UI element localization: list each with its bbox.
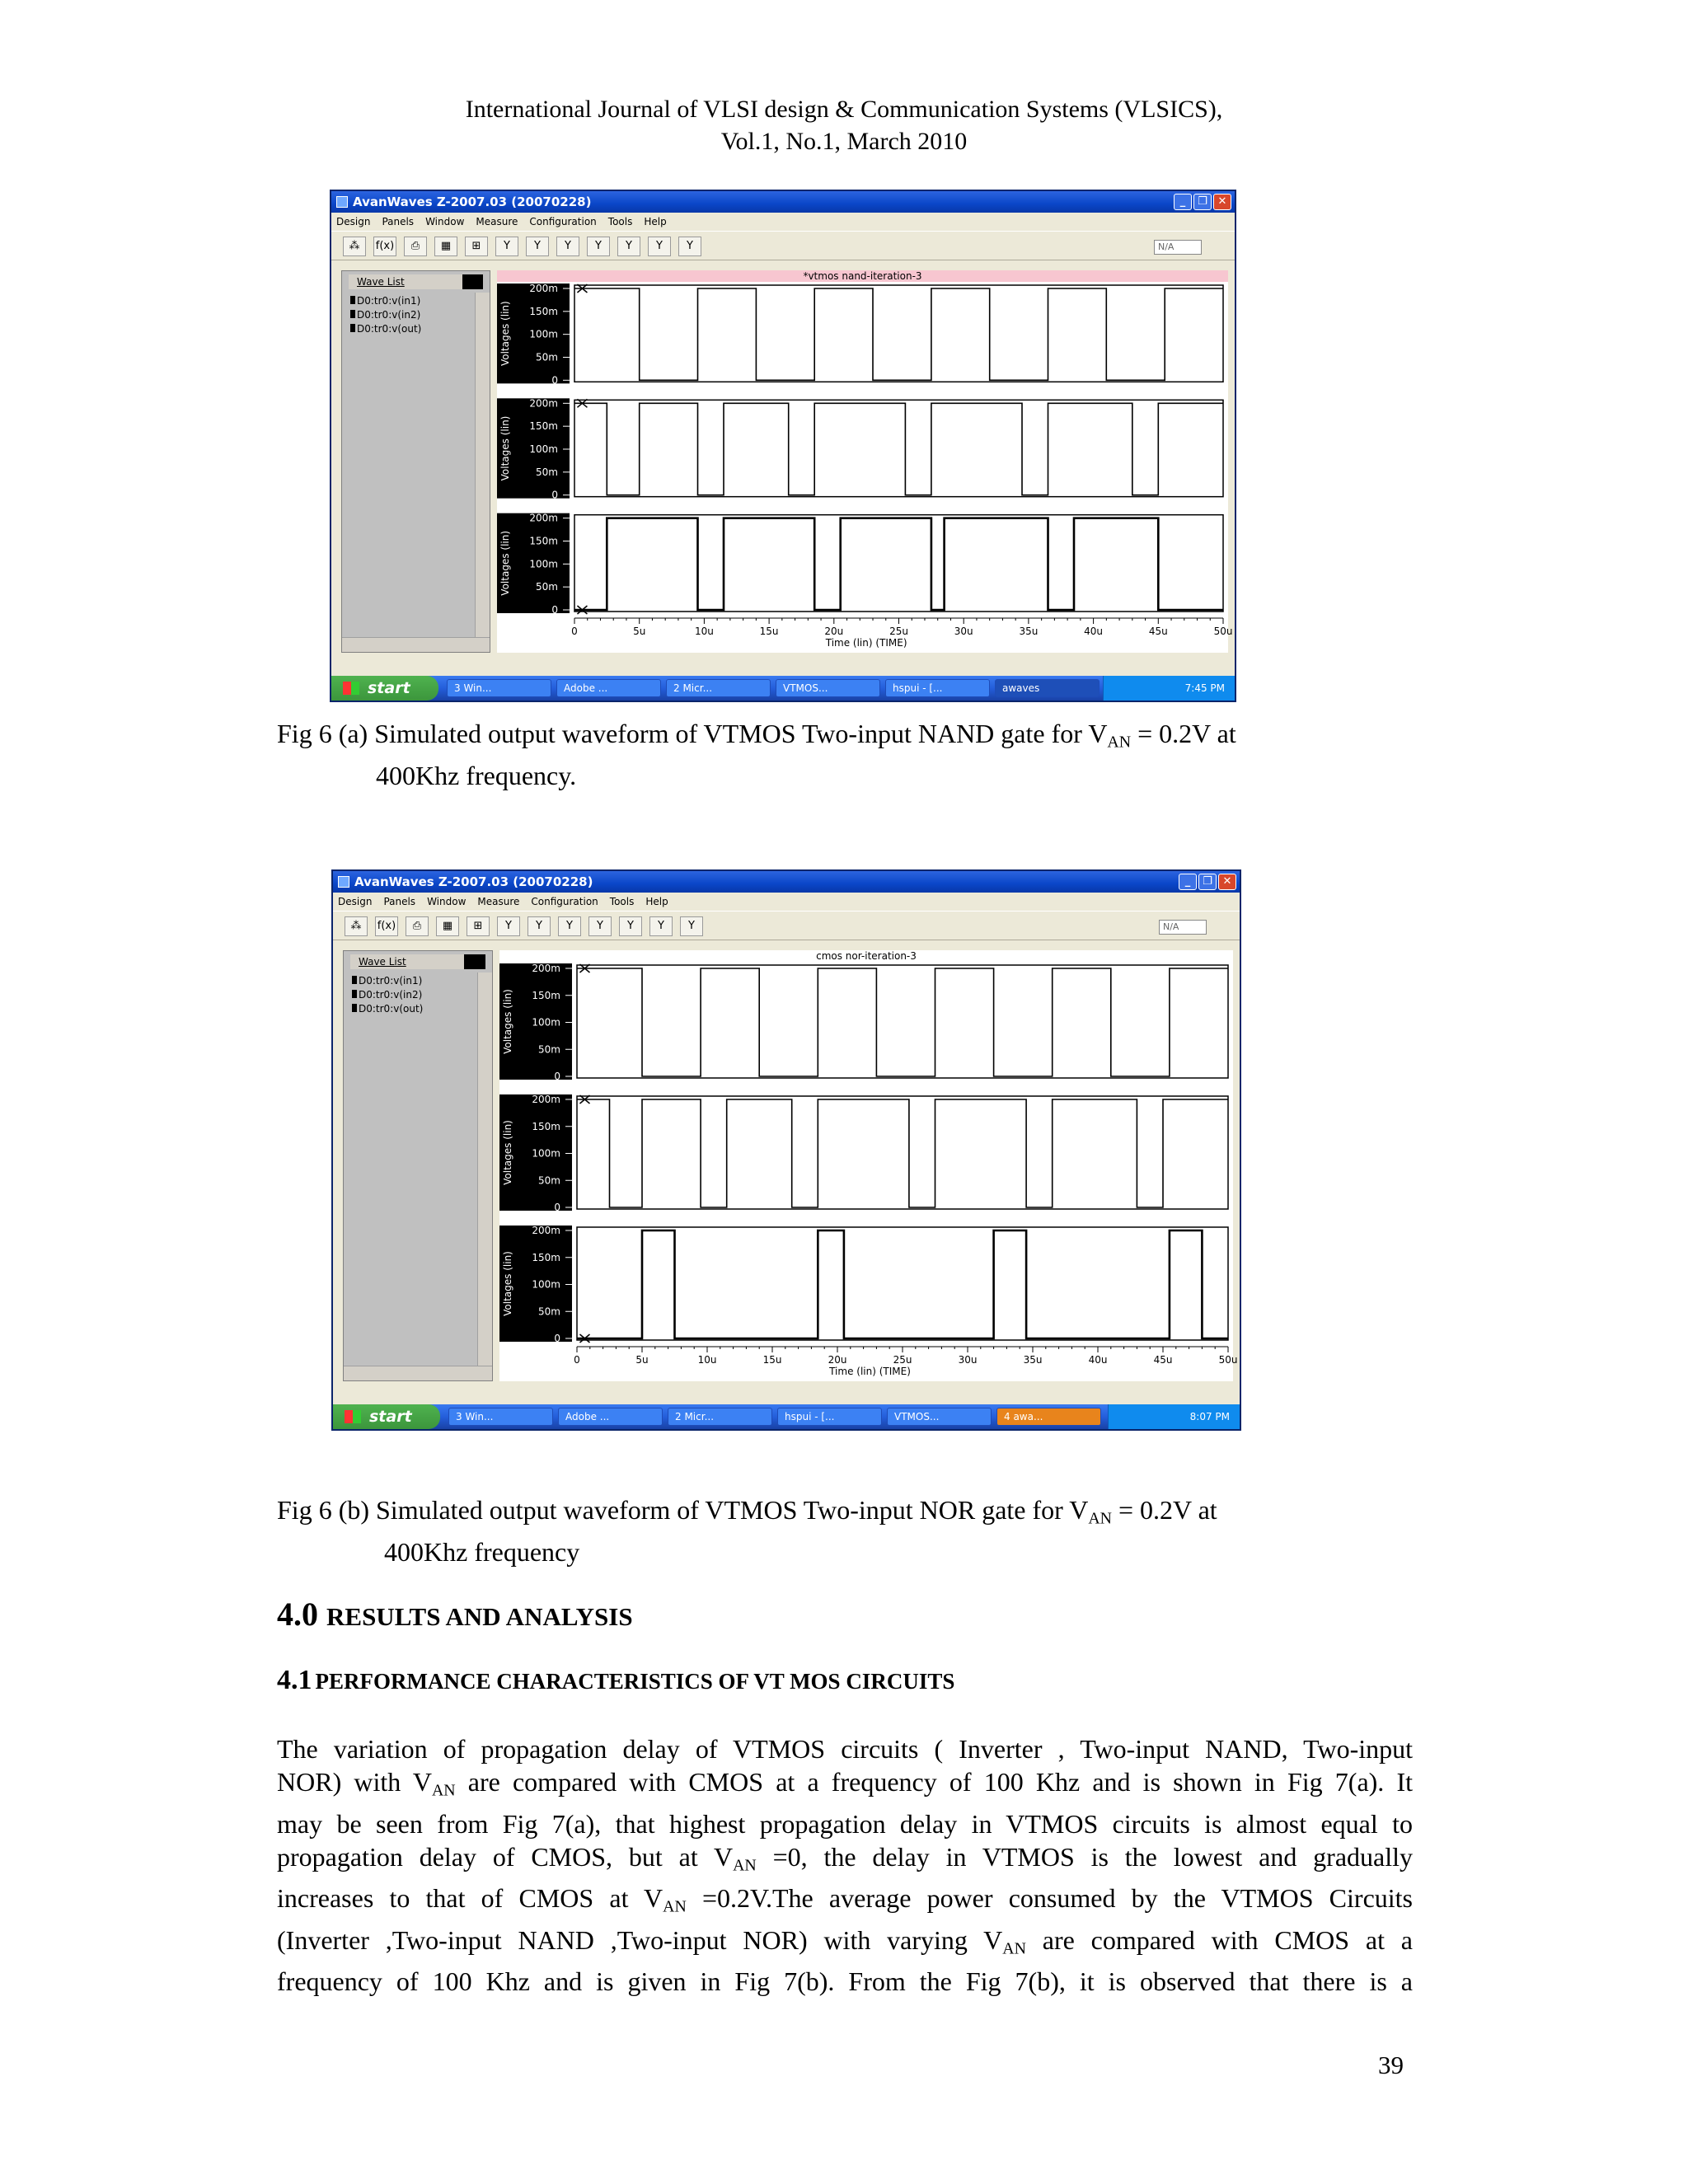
- app-icon: [338, 876, 349, 888]
- y-tick-label: 150m: [529, 535, 558, 547]
- app-icon: [336, 196, 348, 208]
- function-icon[interactable]: f(x): [373, 237, 396, 256]
- measure-icon-5[interactable]: Y: [617, 237, 640, 256]
- wave-list-panel: [343, 950, 493, 1381]
- panel-icon[interactable]: ▦: [436, 916, 459, 936]
- x-axis-label: Time (lin) (TIME): [829, 1366, 911, 1377]
- wave-list-vscroll[interactable]: [477, 972, 492, 1366]
- wave-list-panel: [341, 270, 490, 653]
- subsection-heading: 4.1 PERFORMANCE CHARACTERISTICS OF VT MOS CIRCUITS: [277, 1665, 955, 1695]
- menu-window[interactable]: Window: [427, 896, 467, 907]
- wave-panel-frame: [574, 400, 1223, 496]
- y-tick-label: 100m: [529, 558, 558, 570]
- y-tick-label: 50m: [538, 1305, 560, 1318]
- paragraph-line: propagation delay of CMOS, but at $V_{AN} =0$, the delay in VTMOS is the lowest and gradually: [277, 1841, 1414, 1875]
- measure-icon-6[interactable]: Y: [648, 237, 671, 256]
- x-tick-label: 30u: [954, 626, 973, 637]
- y-axis-label: Voltages (lin): [499, 530, 511, 596]
- wave-list-item[interactable]: D0:tr0:v(out): [350, 322, 421, 336]
- wave-list-hscroll[interactable]: [342, 637, 490, 652]
- wave-panel-3: [497, 513, 1223, 616]
- x-tick-label: 25u: [889, 626, 908, 637]
- waveform-plot-area: [497, 270, 1233, 653]
- panel-add-icon[interactable]: ⊞: [465, 237, 488, 256]
- y-tick-label: 150m: [532, 989, 560, 1001]
- wave-list-item[interactable]: D0:tr0:v(in2): [352, 988, 423, 1002]
- x-tick-label: 50u: [1218, 1354, 1238, 1366]
- close-button[interactable]: ✕: [1213, 194, 1231, 210]
- taskbar-item[interactable]: VTMOS...: [887, 1408, 992, 1426]
- wave-list-header: [349, 274, 483, 289]
- taskbar-item[interactable]: 3 Win...: [448, 1408, 553, 1426]
- x-tick-label: 25u: [893, 1354, 912, 1366]
- menu-tools[interactable]: Tools: [607, 216, 633, 227]
- menu-design[interactable]: Design: [338, 896, 373, 907]
- taskbar-item[interactable]: 2 Micr...: [666, 679, 771, 697]
- x-tick-label: 40u: [1084, 626, 1104, 637]
- paragraph-line: frequency of 100 Khz and is given in Fig 7(b). From the Fig 7(b), it is observed that there is a: [277, 1966, 1413, 1997]
- x-axis-label: Time (lin) (TIME): [825, 637, 907, 649]
- x-tick-label: 20u: [824, 626, 844, 637]
- taskbar-item[interactable]: hspui - [...: [777, 1408, 882, 1426]
- y-tick-label: 200m: [532, 1094, 560, 1105]
- taskbar-clock: 7:45 PM: [1103, 676, 1235, 701]
- y-tick-label: 50m: [536, 466, 558, 478]
- restore-button[interactable]: ❐: [1193, 194, 1212, 210]
- window-title: AvanWaves Z-2007.03 (20070228): [353, 194, 592, 209]
- status-strip: [333, 1381, 1240, 1404]
- menu-window[interactable]: Window: [425, 216, 465, 227]
- y-tick-label: 0: [551, 374, 558, 387]
- window-controls: [1179, 874, 1236, 890]
- measure-icon-3[interactable]: Y: [556, 237, 579, 256]
- waveform-chart: [497, 270, 1233, 653]
- start-button[interactable]: start: [331, 676, 438, 701]
- y-tick-label: 0: [554, 1071, 560, 1082]
- x-tick-label: 45u: [1153, 1354, 1173, 1366]
- y-tick-label: 100m: [532, 1016, 560, 1029]
- wave-list-items: [352, 974, 423, 1016]
- taskbar-item[interactable]: 4 awa...: [996, 1408, 1101, 1426]
- y-tick-label: 100m: [532, 1278, 560, 1291]
- wave-panel-frame: [574, 515, 1223, 612]
- avanwaves-window-nand: [330, 190, 1236, 702]
- menu-design[interactable]: Design: [336, 216, 371, 227]
- x-tick-label: 5u: [633, 626, 646, 637]
- measure-icon-6[interactable]: Y: [649, 916, 673, 936]
- y-tick-label: 200m: [529, 283, 558, 294]
- y-tick-label: 200m: [529, 397, 558, 410]
- print-icon[interactable]: ⎙: [406, 916, 429, 936]
- wave-panel-1: [497, 283, 1223, 386]
- y-tick-label: 100m: [532, 1147, 560, 1160]
- wave-list-item[interactable]: D0:tr0:v(in2): [350, 308, 421, 322]
- minimize-button[interactable]: _: [1174, 194, 1192, 210]
- x-tick-label: 0: [571, 626, 578, 637]
- menu-help[interactable]: Help: [644, 216, 667, 227]
- y-tick-label: 150m: [529, 305, 558, 317]
- paragraph-line: increases to that of CMOS at $V_{AN} =0.2V.The$ average power consumed by the VTMOS Circuits: [277, 1883, 1413, 1916]
- menu-bar: [333, 893, 1240, 911]
- y-tick-label: 0: [551, 604, 558, 616]
- toolbar: [331, 231, 1235, 260]
- page-number: 39: [1378, 2050, 1404, 2079]
- journal-header-line1: International Journal of VLSI design & Communication Systems (VLSICS),: [465, 96, 1223, 123]
- taskbar-item[interactable]: Adobe ...: [558, 1408, 663, 1426]
- waveform-plot-area: [499, 950, 1238, 1381]
- taskbar-clock: 8:07 PM: [1108, 1404, 1240, 1429]
- x-tick-label: 15u: [762, 1354, 782, 1366]
- wave-list-item[interactable]: D0:tr0:v(out): [352, 1002, 423, 1016]
- restore-button[interactable]: ❐: [1198, 874, 1217, 890]
- menu-help[interactable]: Help: [645, 896, 668, 907]
- wave-panel-frame: [574, 285, 1223, 382]
- menu-bar: [331, 213, 1235, 231]
- x-tick-label: 40u: [1088, 1354, 1108, 1366]
- menu-configuration[interactable]: Configuration: [529, 216, 597, 227]
- measure-icon-7[interactable]: Y: [678, 237, 701, 256]
- wave-panel-2: [499, 1094, 1228, 1213]
- plot-title: *vtmos nand-iteration-3: [497, 270, 1228, 282]
- toolbar: [333, 911, 1240, 940]
- wave-list-header: [350, 954, 485, 969]
- x-axis: [574, 1347, 1237, 1377]
- x-tick-label: 30u: [958, 1354, 978, 1366]
- menu-measure[interactable]: Measure: [476, 216, 518, 227]
- wave-list-item[interactable]: D0:tr0:v(in1): [350, 294, 421, 308]
- y-axis-label: Voltages (lin): [499, 415, 511, 481]
- y-tick-label: 0: [554, 1202, 560, 1213]
- wave-list-hscroll[interactable]: [344, 1366, 492, 1380]
- y-tick-label: 200m: [532, 963, 560, 974]
- y-tick-label: 100m: [529, 328, 558, 340]
- measure-icon-7[interactable]: Y: [680, 916, 703, 936]
- taskbar-item[interactable]: awaves: [995, 679, 1100, 697]
- wave-panel-frame: [577, 965, 1228, 1078]
- y-tick-label: 150m: [529, 420, 558, 433]
- wave-panel-frame: [577, 1096, 1228, 1209]
- y-tick-label: 150m: [532, 1251, 560, 1263]
- y-tick-label: 200m: [529, 512, 558, 524]
- y-tick-label: 0: [554, 1333, 560, 1344]
- paragraph-line: The variation of propagation delay of VTMOS circuits ( Inverter , Two-input NAND, Two-input: [277, 1734, 1413, 1764]
- y-axis-label: Voltages (lin): [502, 1120, 513, 1185]
- measure-icon-2[interactable]: Y: [528, 916, 551, 936]
- waveform-chart: [499, 950, 1238, 1381]
- menu-measure[interactable]: Measure: [477, 896, 520, 907]
- measure-icon-1[interactable]: Y: [495, 237, 518, 256]
- window-title: AvanWaves Z-2007.03 (20070228): [354, 874, 593, 889]
- x-tick-label: 35u: [1019, 626, 1039, 637]
- y-tick-label: 200m: [532, 1225, 560, 1236]
- menu-tools[interactable]: Tools: [609, 896, 635, 907]
- paragraph-line: may be seen from Fig 7(a), that highest propagation delay in VTMOS circuits is almost equal to: [277, 1808, 1413, 1839]
- y-tick-label: 100m: [529, 443, 558, 455]
- x-tick-label: 50u: [1213, 626, 1233, 637]
- minimize-button[interactable]: _: [1179, 874, 1197, 890]
- wave-list-item[interactable]: D0:tr0:v(in1): [352, 974, 423, 988]
- wave-panel-2: [497, 397, 1223, 500]
- hierarchy-icon[interactable]: ⁂: [345, 916, 368, 936]
- x-tick-label: 0: [574, 1354, 580, 1366]
- y-axis-label: Voltages (lin): [502, 1251, 513, 1316]
- wave-list-items: [350, 294, 421, 336]
- measure-icon-4[interactable]: Y: [587, 237, 610, 256]
- y-tick-label: 50m: [538, 1174, 560, 1187]
- menu-panels[interactable]: Panels: [383, 896, 416, 907]
- avanwaves-window-nor: [331, 869, 1241, 1431]
- x-axis: [571, 618, 1232, 649]
- taskbar-item[interactable]: hspui - [...: [885, 679, 990, 697]
- wave-list-tab[interactable]: Wave List: [349, 274, 462, 289]
- y-axis-label: Voltages (lin): [499, 301, 511, 367]
- y-tick-label: 50m: [536, 351, 558, 363]
- x-tick-label: 20u: [828, 1354, 847, 1366]
- close-button[interactable]: ✕: [1218, 874, 1236, 890]
- x-tick-label: 10u: [697, 1354, 717, 1366]
- y-axis-label: Voltages (lin): [502, 989, 513, 1054]
- wave-list-vscroll[interactable]: [475, 293, 490, 637]
- y-tick-label: 0: [551, 489, 558, 501]
- panel-add-icon[interactable]: ⊞: [467, 916, 490, 936]
- measure-icon-3[interactable]: Y: [558, 916, 581, 936]
- plot-title: cmos nor-iteration-3: [816, 950, 917, 962]
- windows-taskbar: [331, 676, 1235, 701]
- function-icon[interactable]: f(x): [375, 916, 398, 936]
- figure-caption-b: Fig 6 (b) Simulated output waveform of VTMOS Two-input NOR gate for $V_{AN} = 0.2V$ at 400Khz frequency: [277, 1495, 1217, 1567]
- windows-taskbar: [333, 1404, 1240, 1429]
- y-tick-label: 150m: [532, 1120, 560, 1132]
- taskbar-item[interactable]: 2 Micr...: [668, 1408, 772, 1426]
- measure-icon-4[interactable]: Y: [588, 916, 612, 936]
- menu-panels[interactable]: Panels: [382, 216, 415, 227]
- taskbar-item[interactable]: VTMOS...: [776, 679, 880, 697]
- measure-icon-1[interactable]: Y: [497, 916, 520, 936]
- hierarchy-icon[interactable]: ⁂: [343, 237, 366, 256]
- status-strip: [331, 653, 1235, 676]
- measure-icon-2[interactable]: Y: [526, 237, 549, 256]
- window-titlebar: [331, 191, 1235, 213]
- coordinate-field[interactable]: N/A: [1154, 240, 1202, 255]
- coordinate-field[interactable]: N/A: [1159, 920, 1207, 935]
- y-tick-label: 50m: [536, 581, 558, 593]
- x-tick-label: 5u: [635, 1354, 649, 1366]
- window-controls: [1174, 194, 1231, 210]
- journal-header-line2: Vol.1, No.1, March 2010: [720, 128, 968, 155]
- print-icon[interactable]: ⎙: [404, 237, 427, 256]
- taskbar-item[interactable]: 3 Win...: [447, 679, 551, 697]
- wave-panel-3: [499, 1225, 1228, 1344]
- x-tick-label: 35u: [1023, 1354, 1043, 1366]
- x-tick-label: 10u: [694, 626, 714, 637]
- measure-icon-5[interactable]: Y: [619, 916, 642, 936]
- panel-icon[interactable]: ▦: [434, 237, 457, 256]
- y-tick-label: 50m: [538, 1043, 560, 1056]
- figure-caption-a: Fig 6 (a) Simulated output waveform of VTMOS Two-input NAND gate for $V_{AN} = 0.2V$ at 400Khz frequency.: [277, 719, 1236, 790]
- wave-panel-1: [499, 963, 1228, 1082]
- body-paragraph: [277, 1732, 1413, 1998]
- x-tick-label: 15u: [759, 626, 779, 637]
- x-tick-label: 45u: [1148, 626, 1168, 637]
- paragraph-line: (Inverter ,Two-input NAND ,Two-input NOR) with varying $V_{AN}$ are compared with CMOS at a: [277, 1924, 1414, 1958]
- taskbar-item[interactable]: Adobe ...: [556, 679, 661, 697]
- wave-list-tab[interactable]: Wave List: [350, 954, 464, 969]
- window-titlebar: [333, 871, 1240, 893]
- paragraph-line: NOR) with $V_{AN}$ are compared with CMOS at a frequency of 100 Khz and is shown in Fig 7(a). It: [277, 1767, 1413, 1800]
- section-heading: 4.0 RESULTS AND ANALYSIS: [277, 1596, 633, 1633]
- menu-configuration[interactable]: Configuration: [531, 896, 598, 907]
- start-button[interactable]: start: [333, 1404, 440, 1429]
